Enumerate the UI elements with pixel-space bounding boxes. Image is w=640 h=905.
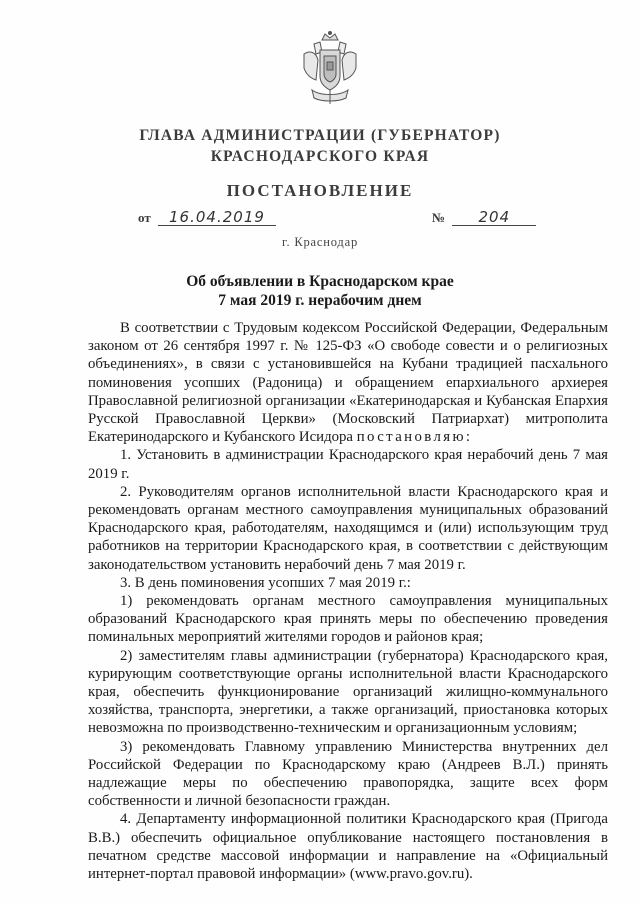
preamble-text: В соответствии с Трудовым кодексом Российской Федерации, Федеральным законом от 26 сентября 1997 г. № 125-ФЗ «О свободе совести и о религиозных объединениях», в связи с установившейся на Кубани традицией пасхального поминовения усопших (Радоница) и обращением епархиального архиерея Православной религиозной организации «Екатеринодарская и Кубанская Епархия Русской Православной Церкви» (Московский Патриархат) митрополита Екатеринодарского и Кубанского Исидора bbox=[88, 320, 608, 446]
number-label: № bbox=[432, 210, 446, 225]
city-name: г. Краснодар bbox=[282, 235, 358, 249]
document-body bbox=[88, 319, 608, 883]
document-number bbox=[432, 209, 536, 226]
org-name-line1: ГЛАВА АДМИНИСТРАЦИИ (ГУБЕРНАТОР) bbox=[139, 127, 501, 144]
item-4: 4. Департаменту информационной политики Краснодарского края (Пригода В.В.) обеспечить официальное опубликование настоящего постановления в печатном средстве массовой информации и направление на «Официальный интернет-портал правовой информации» (www.pravo.gov.ru). bbox=[88, 811, 608, 883]
title-line1: Об объявлении в Краснодарском крае bbox=[186, 273, 454, 290]
item-1: 1. Установить в администрации Краснодарского края нерабочий день 7 мая 2019 г. bbox=[88, 447, 608, 482]
date-label: от bbox=[138, 210, 151, 225]
preamble-paragraph bbox=[88, 319, 608, 446]
item-3-1: 1) рекомендовать органам местного самоуправления муниципальных образований Краснодарского края принять меры по обеспечению проведения поминальных мероприятий жителями городов и районов края; bbox=[88, 593, 608, 646]
document-date bbox=[138, 209, 276, 226]
decree-word: постановляю: bbox=[356, 429, 473, 446]
title-line2: 7 мая 2019 г. нерабочим днем bbox=[218, 292, 422, 309]
coat-of-arms-icon bbox=[300, 30, 360, 106]
number-value: 204 bbox=[452, 209, 536, 226]
document-type: ПОСТАНОВЛЕНИЕ bbox=[226, 181, 414, 200]
item-3-3: 3) рекомендовать Главному управлению Министерства внутренних дел Российской Федерации по Краснодарскому краю (Андреев В.Л.) принять надлежащие меры по обеспечению правопорядка, защите всех форм собственности и личной безопасности граждан. bbox=[88, 738, 608, 810]
date-value: 16.04.2019 bbox=[158, 209, 276, 226]
org-name-line2: КРАСНОДАРСКОГО КРАЯ bbox=[210, 148, 430, 165]
item-2: 2. Руководителям органов исполнительной власти Краснодарского края и рекомендовать органам местного самоуправления муниципальных образований Краснодарского края, работодателям, находящимся и (или) использующим труд работников на территории Краснодарского края, в соответствии с действующим законодательством установить нерабочий день 7 мая 2019 г. bbox=[88, 483, 608, 573]
document-title bbox=[0, 272, 640, 310]
item-3: 3. В день поминовения усопших 7 мая 2019 г.: bbox=[120, 574, 411, 591]
item-3-2: 2) заместителям главы администрации (губернатора) Краснодарского края, курирующим соответствующие органы исполнительной власти Краснодарского края, обеспечить функционирование организаций жилищно-коммунального хозяйства, транспорта, энергетики, а также организаций, приостановка которых невозможна по производственно-техническим и организационным условиям; bbox=[88, 647, 608, 737]
